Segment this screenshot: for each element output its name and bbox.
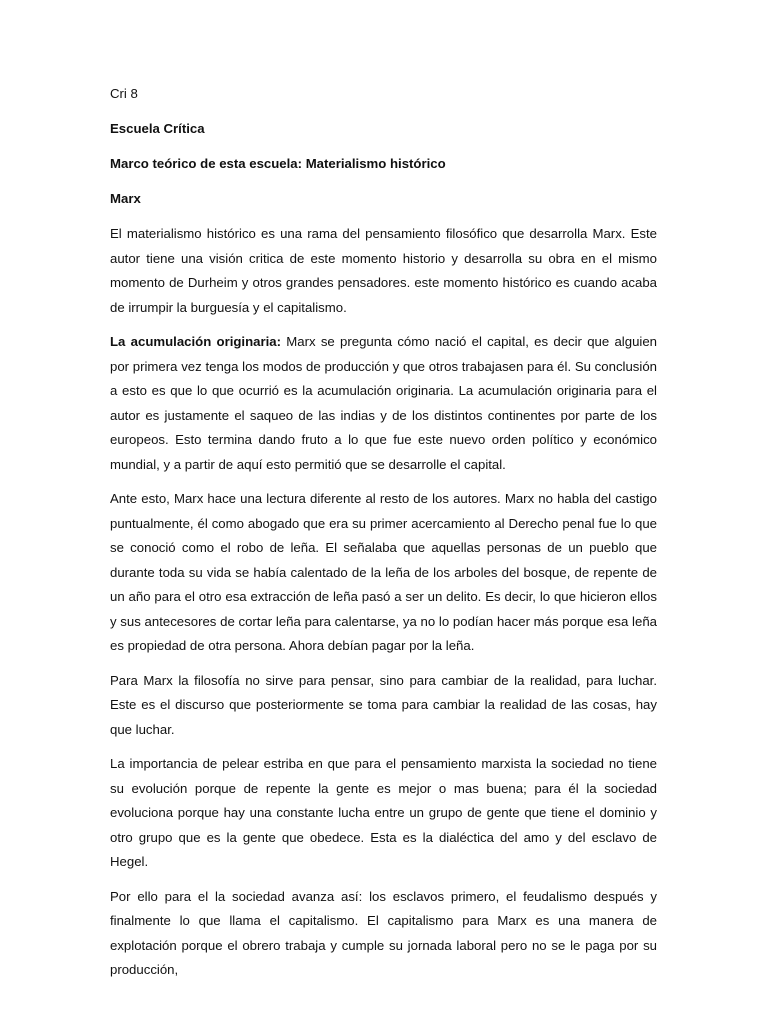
author-heading: Marx (110, 191, 141, 206)
paragraph-philosophy (110, 669, 657, 743)
paragraph-text: Ante esto, Marx hace una lectura diferente al resto de los autores. Marx no habla del castigo puntualmente, él como abogado que era su primer acercamiento al Derecho penal fue lo que se conoció como el robo de leña. El señalaba que aquellas personas de un pueblo que durante toda su vida se había calentado de la leña de los arboles del bosque, de repente de un año para el otro esa extracción de leña pasó a ser un delito. Es decir, lo que hicieron ellos y sus antecesores de cortar leña para calentarse, ya no lo podían hacer más porque esa leña es propiedad de otra persona. Ahora debían pagar por la leña. (110, 491, 657, 653)
paragraph-lead: La acumulación originaria: (110, 334, 281, 349)
paragraph-struggle (110, 752, 657, 875)
paragraph-intro (110, 222, 657, 320)
paragraph-text: Para Marx la filosofía no sirve para pensar, sino para cambiar de la realidad, para luchar. Este es el discurso que posteriormente se toma para cambiar la realidad de las cosas, hay que luchar. (110, 672, 657, 737)
paragraph-text: Marx se pregunta cómo nació el capital, es decir que alguien por primera vez tenga los modos de producción y que otros trabajasen para él. Su conclusión a esto es que lo que ocurrió es la acumulación originaria. La acumulación originaria para el autor es justamente el saqueo de las indias y de los distintos continentes por parte de los europeos. Esto termina dando fruto a lo que fue este nuevo orden político y económico mundial, y a partir de aquí esto permitió que se desarrolle el capital. (110, 334, 657, 472)
framework-heading: Marco teórico de esta escuela: Materialismo histórico (110, 156, 446, 171)
paragraph-society-stages (110, 885, 657, 983)
document-page (110, 82, 657, 993)
document-code: Cri 8 (110, 86, 138, 101)
paragraph-text: La importancia de pelear estriba en que para el pensamiento marxista la sociedad no tiene su evolución porque de repente la gente es mejor o mas buena; para él la sociedad evoluciona porque hay una constante lucha entre un grupo de gente que tiene el dominio y otro grupo que es la gente que obedece. Esta es la dialéctica del amo y del esclavo de Hegel. (110, 756, 657, 869)
paragraph-wood-theft (110, 487, 657, 659)
paragraph-accumulation (110, 330, 657, 477)
paragraph-text: Por ello para el la sociedad avanza así: los esclavos primero, el feudalismo después y finalmente lo que llama el capitalismo. El capitalismo para Marx es una manera de explotación porque el obrero trabaja y cumple su jornada laboral pero no se le paga por su producción, (110, 888, 657, 977)
school-heading: Escuela Crítica (110, 121, 205, 136)
paragraph-text: El materialismo histórico es una rama del pensamiento filosófico que desarrolla Marx. Este autor tiene una visión critica de este momento historio y desarrolla su obra en el mismo momento de Durheim y otros grandes pensadores. este momento histórico es cuando acaba de irrumpir la burguesía y el capitalismo. (110, 226, 657, 315)
